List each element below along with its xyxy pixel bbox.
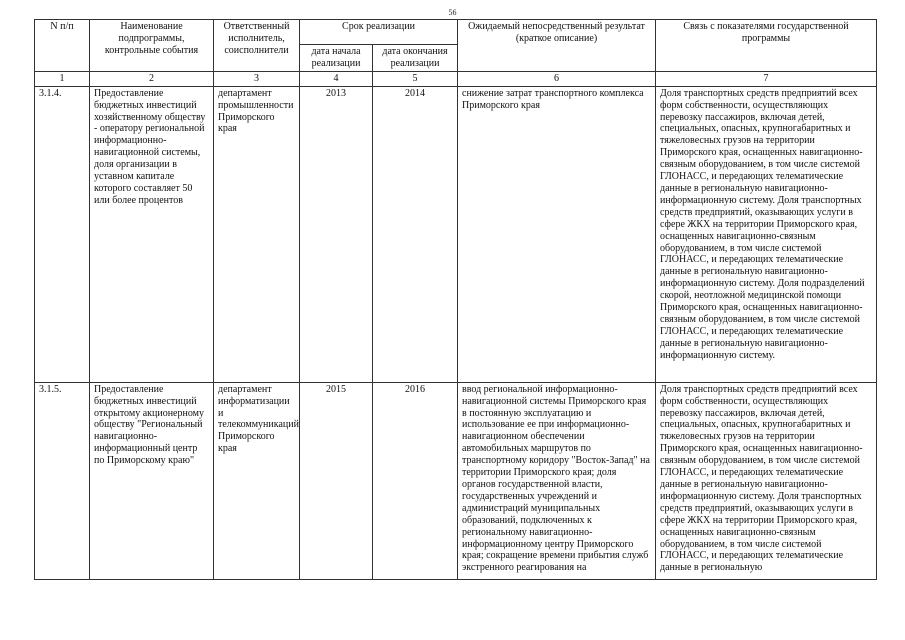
row-name: Предоставление бюджетных инвестиций хозяйственному обществу - оператору региональной информационно-навигационной системы, доля организации в уставном капитале которого составляет 50 или более процентов	[90, 86, 214, 382]
header-start: дата начала реализации	[300, 45, 373, 72]
column-number: 7	[656, 71, 877, 86]
table-row	[35, 86, 877, 382]
program-table	[34, 19, 877, 580]
header-num: N п/п	[35, 20, 90, 72]
row-result: ввод региональной информационно-навигационной системы Приморского края в постоянную эксплуатацию и использование ее при информационно-навигационном обеспечении автомобильных маршрутов по транспортному коридору "Восток-Запад" на территории Приморского края; доля органов государственной власти, государственных учреждений и администраций муниципальных образований, подключенных к региональному навигационно-информационному центру Приморского края; сокращение времени прибытия служб экстренного реагирования на	[458, 382, 656, 579]
row-end-year: 2016	[373, 382, 458, 579]
column-number: 4	[300, 71, 373, 86]
column-number: 1	[35, 71, 90, 86]
page-number: 56	[448, 8, 457, 17]
row-responsible: департамент информатизации и телекоммуникаций Приморского края	[214, 382, 300, 579]
row-link: Доля транспортных средств предприятий всех форм собственности, осуществляющих перевозку пассажиров, включая детей, специальных, опасных, крупногабаритных и тяжеловесных грузов на территории Приморского края, оснащенных навигационно-связным оборудованием, в том числе системой ГЛОНАСС, и передающих телематические данные в региональную навигационно-информационную систему. Доля транспортных средств предприятий, оказывающих услуги в сфере ЖКХ на территории Приморского края, оснащенных навигационно-связным оборудованием, в том числе системой ГЛОНАСС, и передающих телематические данные в региональную	[656, 382, 877, 579]
header-responsible: Ответственный исполнитель, соисполнители	[214, 20, 300, 72]
row-start-year: 2013	[300, 86, 373, 382]
header-link: Связь с показателями государственной программы	[656, 20, 877, 72]
row-number: 3.1.5.	[35, 382, 90, 579]
row-end-year: 2014	[373, 86, 458, 382]
row-number: 3.1.4.	[35, 86, 90, 382]
column-number: 5	[373, 71, 458, 86]
header-result: Ожидаемый непосредственный результат (краткое описание)	[458, 20, 656, 72]
row-link: Доля транспортных средств предприятий всех форм собственности, осуществляющих перевозку пассажиров, включая детей, специальных, опасных, крупногабаритных и тяжеловесных грузов на территории Приморского края, оснащенных навигационно-связным оборудованием, в том числе системой ГЛОНАСС, и передающих телематические данные в региональную навигационно-информационную систему. Доля транспортных средств предприятий, оказывающих услуги в сфере ЖКХ на территории Приморского края, оснащенных навигационно-связным оборудованием, в том числе системой ГЛОНАСС, и передающих телематические данные в региональную навигационно-информационную систему. Доля подразделений скорой, неотложной медицинской помощи Приморского края, оснащенных навигационно-связным оборудованием, в том числе системой ГЛОНАСС, и передающих телематические данные в региональную навигационно-информационную систему.	[656, 86, 877, 382]
row-name: Предоставление бюджетных инвестиций открытому акционерному обществу "Региональный навигационно-информационный центр по Приморскому краю"	[90, 382, 214, 579]
header-period: Срок реализации	[300, 20, 458, 45]
column-number: 2	[90, 71, 214, 86]
header-name: Наименование подпрограммы, контрольные события	[90, 20, 214, 72]
column-number: 6	[458, 71, 656, 86]
row-responsible: департамент промышленности Приморского края	[214, 86, 300, 382]
column-number: 3	[214, 71, 300, 86]
table-header	[35, 20, 877, 87]
row-start-year: 2015	[300, 382, 373, 579]
table-row	[35, 382, 877, 579]
header-end: дата окончания реализации	[373, 45, 458, 72]
column-numbers-row	[35, 71, 877, 86]
row-result: снижение затрат транспортного комплекса Приморского края	[458, 86, 656, 382]
